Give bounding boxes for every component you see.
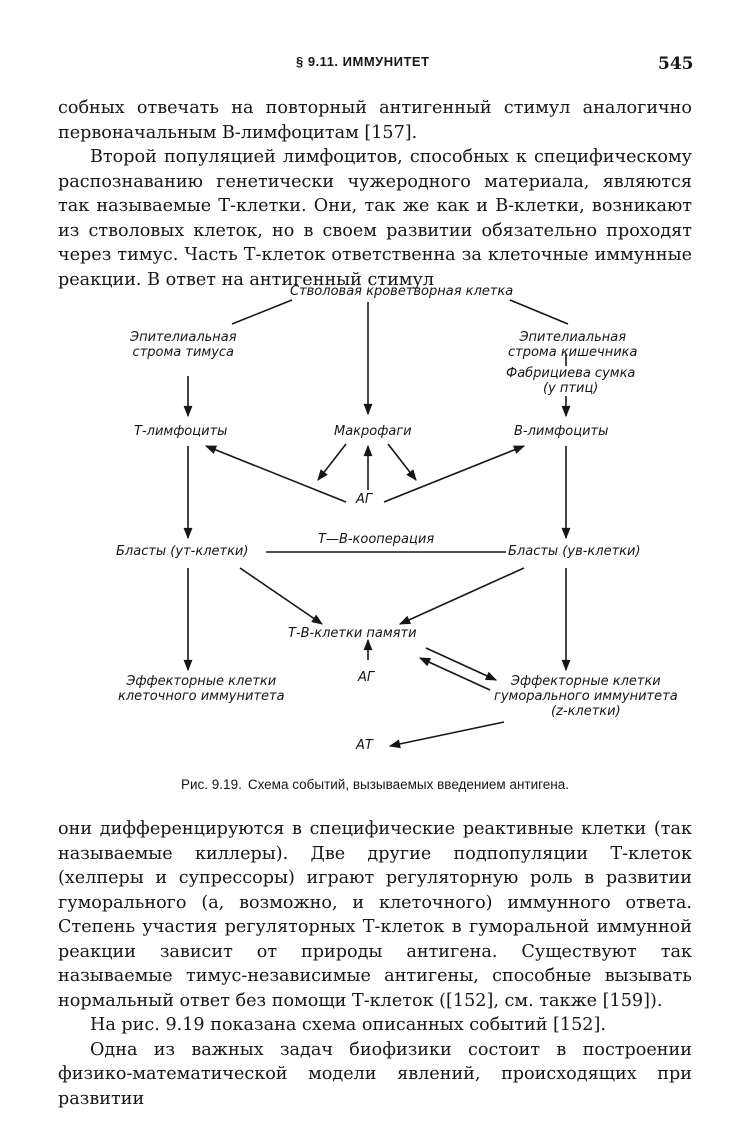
arrow-macro-to-ag-right (388, 444, 416, 480)
node-epithelial-thymus: Эпителиальная строма тимуса (130, 330, 237, 360)
node-stem-cell: Стволовая кроветворная клетка (290, 284, 514, 299)
label-tb-cooperation: Т—В-кооперация (318, 532, 435, 547)
node-t-lymphocytes: Т-лимфоциты (134, 424, 228, 439)
node-blasts-t: Бласты (yт-клетки) (116, 544, 249, 559)
figure-label: Рис. 9.19. (181, 777, 242, 792)
paragraph-figure-reference: На рис. 9.19 показана схема описанных событий [152]. (90, 1015, 606, 1035)
node-fabricius-bursa: Фабрициева сумка (у птиц) (506, 366, 636, 396)
node-macrophages: Макрофаги (334, 424, 412, 439)
paragraph-t-cells: Второй популяцией лимфоцитов, способных к специфическому распознаванию генетически чужеродного материала, являются так называемые Т-клетки. Они, так же как и В-клетки, возникают из стволовых клеток, но в своем развитии обязательно проходят через тимус. Часть Т-клеток ответственна за клеточные иммунные реакции. В ответ на антигенный стимул (58, 147, 692, 290)
node-effector-cellular: Эффекторные клетки клеточного иммунитета (118, 674, 285, 704)
node-effector-humoral: Эффекторные клетки гуморального иммунитета (z-клетки) (494, 674, 678, 719)
arrow-stem-to-thymus (232, 300, 292, 324)
page-header (0, 54, 750, 80)
arrow-macro-to-ag-left (318, 444, 346, 480)
figure-caption-text: Схема событий, вызываемых введением антигена. (247, 777, 569, 792)
arrow-ag-to-b (384, 446, 524, 502)
body-text-bottom (58, 817, 692, 1111)
node-b-lymphocytes: В-лимфоциты (514, 424, 609, 439)
arrow-blasts-b-to-memory (400, 568, 524, 624)
arrow-ag-to-t (206, 446, 346, 502)
figure-caption (0, 777, 750, 792)
arrow-effector-to-at (390, 722, 504, 746)
arrow-memory-to-effector (426, 648, 496, 680)
node-antigen-center: АГ (356, 492, 373, 507)
page-number: 545 (658, 54, 694, 74)
arrow-stem-to-gut (510, 300, 568, 324)
paragraph-killers: они дифференцируются в специфические реактивные клетки (так называемые киллеры). Две другие подпопуляции Т-клеток (хелперы и супрессоры) играют регуляторную роль в развитии гуморального (а, возможно, и клеточного) иммунного ответа. Степень участия регуляторных Т-клеток в гуморальной иммунной реакции зависит от природы антигена. Существуют так называемые тимус-независимые антигены, способные вызывать нормальный ответ без помощи Т-клеток ([152], см. также [159]). (58, 819, 692, 1011)
node-memory-cells: Т-В-клетки памяти (288, 626, 417, 641)
node-antibody: АТ (356, 738, 373, 753)
arrow-blasts-t-to-memory (240, 568, 322, 624)
immune-response-diagram (0, 276, 750, 776)
paragraph-biophysics-task: Одна из важных задач биофизики состоит в построении физико-математической модели явлений, происходящих при развитии (58, 1039, 692, 1109)
node-antigen-lower: АГ (358, 670, 375, 685)
paragraph-continuation: собных отвечать на повторный антигенный стимул аналогично первоначальным В-лимфоцитам [157]. (58, 98, 692, 143)
node-blasts-b: Бласты (yв-клетки) (508, 544, 641, 559)
body-text-top (58, 96, 692, 292)
running-head: § 9.11. ИММУНИТЕТ (296, 54, 430, 69)
arrow-effector-to-memory (420, 658, 490, 690)
node-epithelial-gut: Эпителиальная строма кишечника (508, 330, 638, 360)
